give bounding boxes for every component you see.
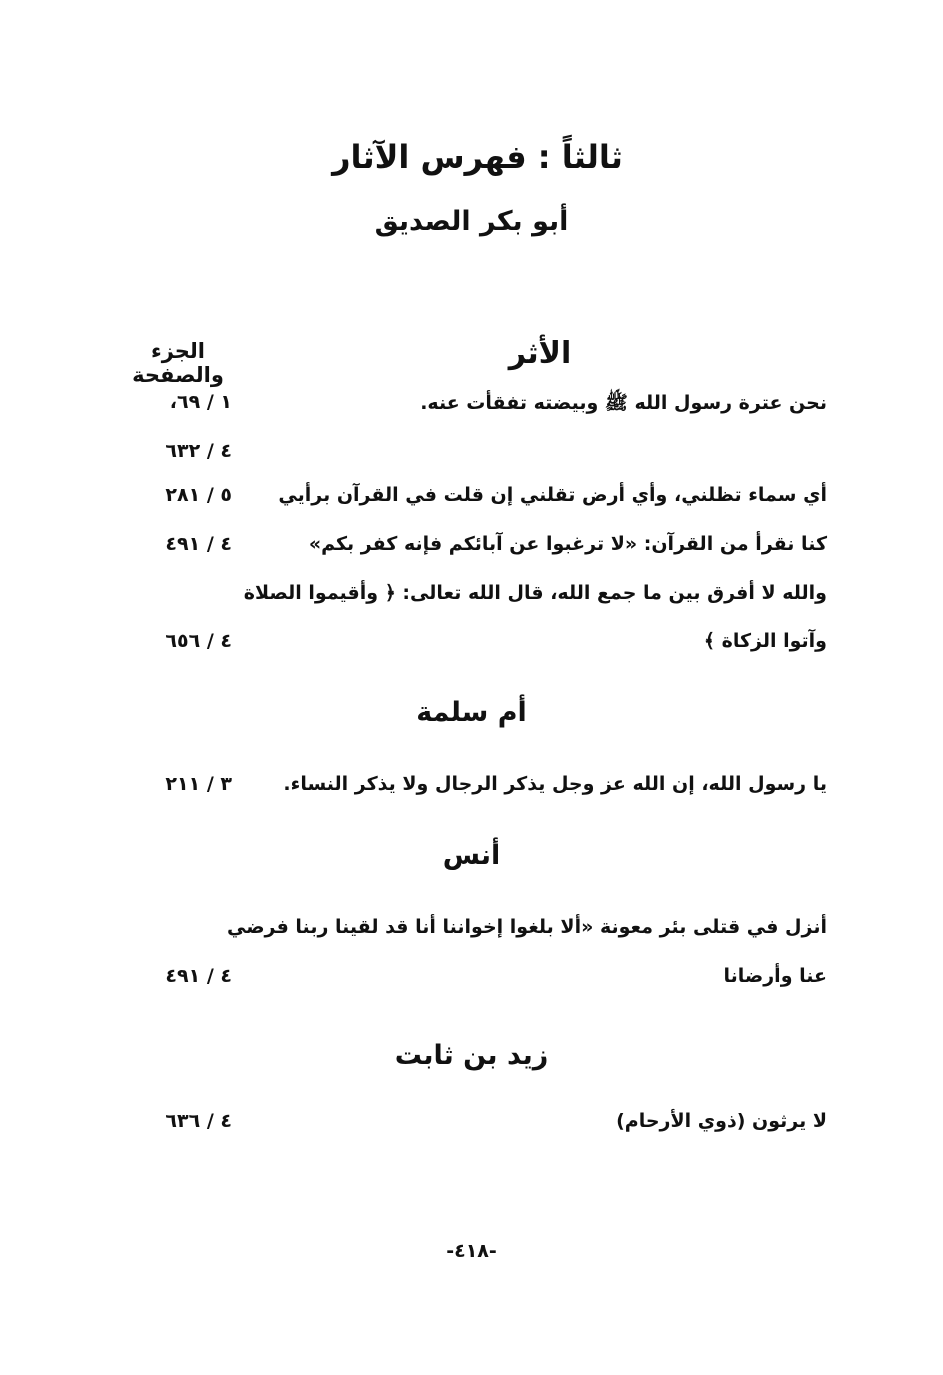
entry-text: أي سماء تظلني، وأي أرض تقلني إن قلت في القرآن برأيي [278,484,827,506]
entry-text: لا يرثون (ذوي الأرحام) [616,1110,827,1132]
section-title-umm-salama: أم سلمة [416,697,527,728]
section-title-anas: أنس [442,840,501,871]
entry-reference: ٣ / ٢١١ [165,773,232,795]
section-title-zayd-ibn-thabit: زيد بن ثابت [394,1040,549,1071]
column-header-reference: الجزء والصفحة [132,339,224,387]
entry-reference: ٤ / ٤٩١ [165,965,232,987]
entry-text-continuation: وآتوا الزكاة ﴾ [703,630,827,652]
page-title: ثالثاً : فهرس الآثار [332,138,623,176]
section-title-abu-bakr: أبو بكر الصديق [374,206,569,237]
entry-text: كنا نقرأ من القرآن: «لا ترغبوا عن آبائكم فإنه كفر بكم» [308,533,827,555]
entry-reference: ٥ / ٢٨١ [165,484,232,506]
entry-reference: ١ / ٦٩، [169,391,232,413]
entry-text-continuation: عنا وأرضانا [723,965,827,987]
entry-reference: ٤ / ٦٣٢ [165,440,232,462]
page-number: -٤١٨- [446,1240,497,1262]
entry-reference: ٤ / ٦٣٦ [165,1110,232,1132]
entry-reference: ٤ / ٦٥٦ [165,630,232,652]
entry-text: يا رسول الله، إن الله عز وجل يذكر الرجال ولا يذكر النساء. [283,773,827,795]
entry-text: أنزل في قتلى بئر معونة «ألا بلغوا إخواننا أنا قد لقينا ربنا فرضي [226,916,827,938]
entry-text: والله لا أفرق بين ما جمع الله، قال الله تعالى: ﴿ وأقيموا الصلاة [243,582,827,604]
entry-text: نحن عترة رسول الله ﷺ وبيضته تفقأت عنه. [420,392,827,414]
column-header-athar: الأثر [508,336,572,371]
entry-reference: ٤ / ٤٩١ [165,533,232,555]
